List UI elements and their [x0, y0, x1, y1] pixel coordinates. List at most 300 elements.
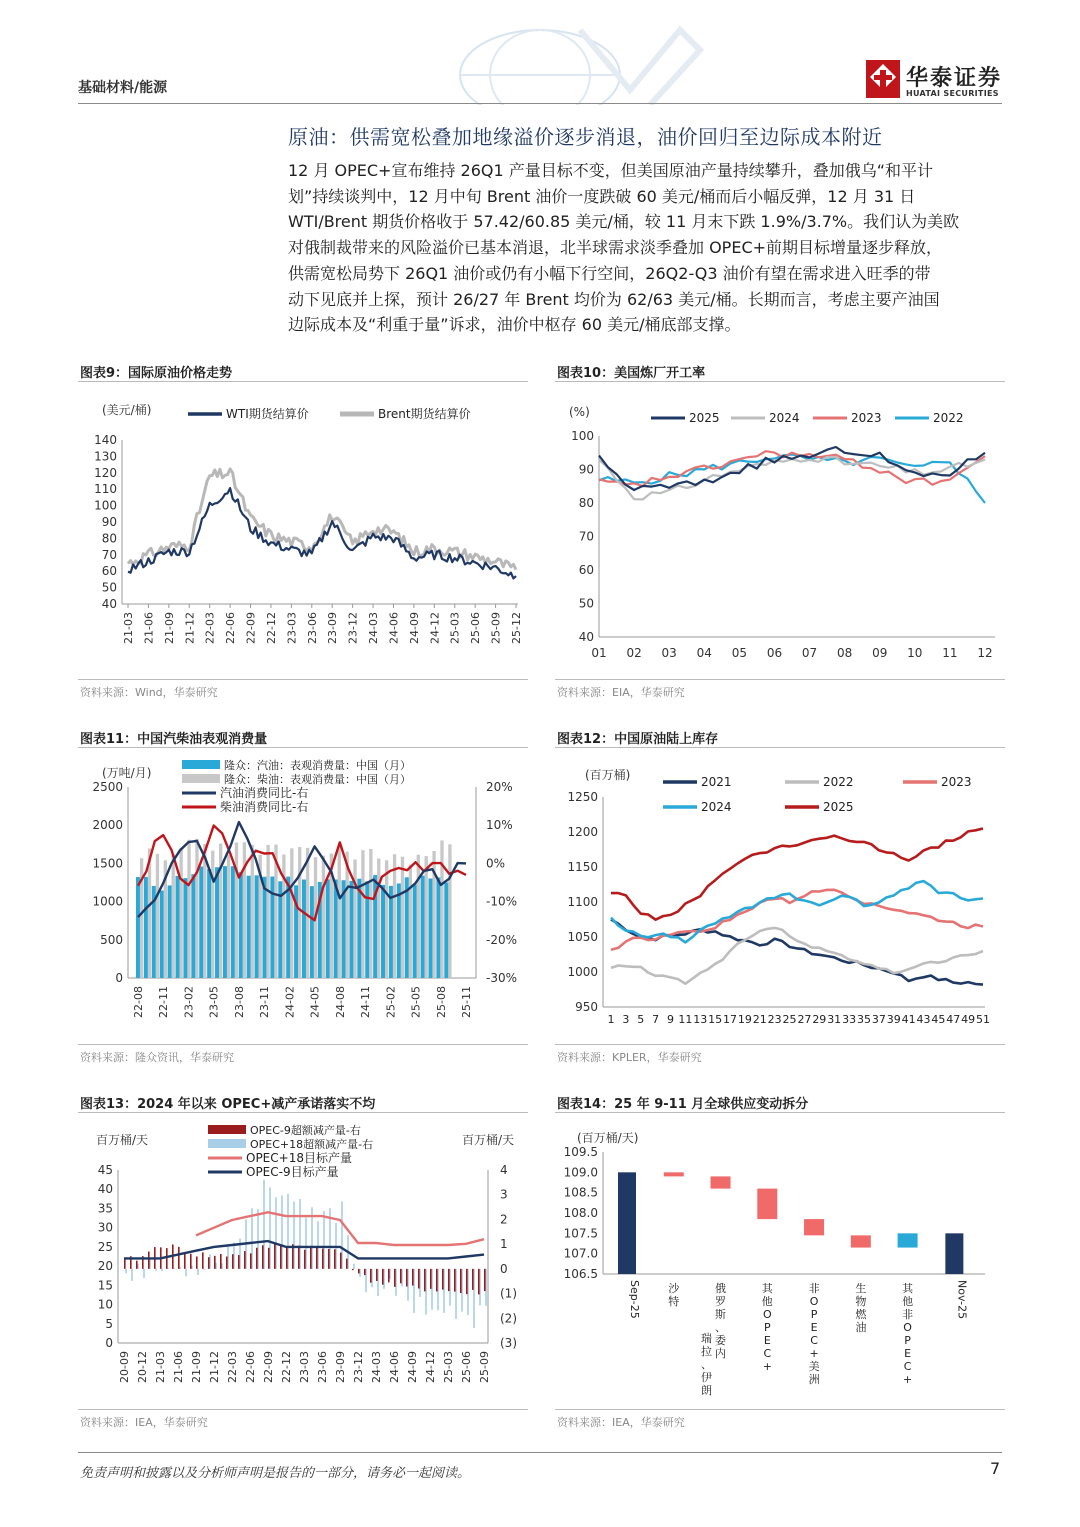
- chart-title-rule: [555, 381, 1005, 382]
- y2-tick-label: 4: [500, 1163, 508, 1177]
- gasoline-bar: [413, 884, 417, 978]
- x-tick-label: [668, 1281, 680, 1308]
- y-tick-label: 30: [97, 1220, 113, 1235]
- x-tick-label: 27: [797, 1013, 812, 1026]
- opec18-bar: [203, 1269, 205, 1270]
- gasoline-bar: [191, 874, 195, 978]
- opec9-bar: [178, 1247, 180, 1269]
- x-tick-label: 25-03: [448, 612, 462, 644]
- opec9-bar: [322, 1249, 324, 1269]
- legend-label: 2024: [769, 411, 800, 425]
- opec9-bar: [352, 1269, 354, 1270]
- footer-divider: [78, 1452, 1002, 1453]
- section-label: 基础材料/能源: [78, 80, 168, 96]
- footer-disclaimer: 免责声明和披露以及分析师声明是报告的一部分，请务必一起阅读。: [80, 1466, 471, 1481]
- y2-tick-label: -30%: [486, 971, 518, 985]
- legend-label: OPEC+18超额减产量-右: [250, 1138, 374, 1151]
- y2-tick-label: 0%: [486, 856, 506, 871]
- x-tick-label: 23-06: [316, 1351, 329, 1383]
- y-tick-label: 106.5: [563, 1267, 598, 1281]
- diesel-bar: [448, 844, 451, 978]
- legend-label: 2023: [851, 411, 882, 425]
- x-tick-char: 生: [855, 1282, 867, 1295]
- x-tick-label: 1: [607, 1013, 615, 1026]
- x-tick-char: 罗: [715, 1295, 727, 1308]
- gasoline-bar: [365, 881, 369, 978]
- diesel-bar: [409, 865, 412, 978]
- diesel-bar: [353, 860, 356, 978]
- opec9-bar: [436, 1269, 438, 1292]
- waterfall-bar: [618, 1172, 636, 1274]
- x-tick-char: C: [903, 1360, 912, 1373]
- y2-tick-label: 0: [500, 1261, 508, 1276]
- legend-label: 2021: [701, 775, 732, 789]
- legend-label: WTI期货结算价: [226, 407, 309, 421]
- opec9-bar: [280, 1246, 282, 1269]
- y-tick-label: 1050: [567, 930, 598, 944]
- paragraph-line: 动下见底并上探，预计 26/27 年 Brent 均价为 62/63 美元/桶。长期而言，考虑主要产油国: [288, 289, 940, 309]
- chart14-title: 图表14：25 年 9-11 月全球供应变动拆分: [557, 1097, 809, 1112]
- chart13-title: 图表13：2024 年以来 OPEC+减产承诺落实不均: [80, 1097, 376, 1112]
- x-tick-label: 20-12: [136, 1351, 149, 1383]
- y-tick-label: 1100: [567, 895, 598, 909]
- gasoline-bar: [421, 876, 425, 978]
- opec9-bar: [412, 1269, 414, 1286]
- y2-tick-label: -10%: [486, 894, 518, 909]
- x-tick-label: 23-09: [334, 1351, 347, 1383]
- diesel-bar: [298, 847, 301, 978]
- legend-label: 2022: [933, 411, 964, 425]
- gasoline-bar: [183, 878, 187, 978]
- gasoline-bar: [160, 891, 164, 978]
- x-tick-label: 20-09: [118, 1351, 131, 1383]
- x-tick-label: 04: [696, 646, 712, 660]
- chart10-refinery-utilization: [555, 392, 1005, 677]
- x-tick-label: 47: [946, 1013, 961, 1026]
- diesel-bar: [156, 854, 159, 978]
- legend-label: 隆众：柴油：表观消费量：中国（月）: [224, 773, 411, 786]
- x-tick-char: 他: [761, 1295, 773, 1308]
- diesel-bar: [440, 840, 443, 978]
- x-tick-char: 拉: [701, 1345, 713, 1358]
- x-tick-char: +: [809, 1347, 819, 1360]
- chart13-source: 资料来源：IEA，华泰研究: [80, 1416, 208, 1429]
- diesel-bar: [251, 845, 254, 978]
- y2-tick-label: -20%: [486, 932, 518, 947]
- gasoline-bar: [199, 867, 203, 978]
- diesel-bar: [195, 839, 198, 978]
- legend-label: OPEC-9目标产量: [246, 1165, 339, 1179]
- paragraph-line: 划”持续谈判中，12 月中旬 Brent 油价一度跌破 60 美元/桶而后小幅反弹，12 月 31 日: [288, 186, 916, 206]
- y2-tick-label: (3): [500, 1336, 517, 1350]
- series-line: [611, 881, 983, 942]
- chart10-title: 图表10：美国炼厂开工率: [557, 366, 706, 381]
- x-tick-char: 瑞: [701, 1332, 713, 1345]
- chart12-title: 图表12：中国原油陆上库存: [557, 732, 719, 747]
- y-tick-label: 1150: [567, 860, 598, 874]
- y-tick-label: 100: [571, 429, 594, 443]
- chart-source-rule: [555, 1409, 1005, 1410]
- x-tick-char: 其: [761, 1282, 773, 1295]
- opec9-bar: [226, 1256, 228, 1268]
- x-tick-label: 45: [931, 1013, 946, 1026]
- x-tick-label: 21-03: [122, 612, 135, 644]
- x-tick-char: 伊: [701, 1371, 713, 1384]
- opec18-bar: [143, 1269, 145, 1278]
- paragraph-line: 12 月 OPEC+宣布维持 26Q1 产量目标不变，但美国原油产量持续攀升，叠加俄乌“和平计: [288, 161, 934, 180]
- chart-title-rule: [78, 1112, 528, 1113]
- x-tick-label: Nov-25: [955, 1280, 969, 1320]
- x-tick-label: 23-08: [232, 986, 246, 1018]
- y-axis-title: (%): [569, 405, 590, 419]
- x-tick-label: 22-11: [157, 986, 171, 1018]
- opec9-bar: [238, 1255, 240, 1269]
- x-tick-label: 37: [871, 1013, 886, 1026]
- huatai-logo-icon: [866, 60, 900, 98]
- waterfall-bar: [898, 1233, 918, 1247]
- x-tick-label: [902, 1282, 914, 1386]
- x-tick-char: 、: [715, 1321, 727, 1334]
- opec9-bar: [418, 1269, 420, 1289]
- y-tick-label: 40: [578, 630, 594, 644]
- header-globe-watermark: [430, 20, 730, 105]
- y-tick-label: 108.5: [563, 1185, 598, 1200]
- x-tick-char: +: [902, 1373, 913, 1386]
- y-axis-title: (百万桶): [585, 768, 631, 782]
- chart-title-rule: [555, 747, 1005, 748]
- x-tick-label: 49: [961, 1013, 976, 1026]
- x-tick-char: 朗: [701, 1384, 713, 1397]
- x-tick-char: 俄: [715, 1282, 727, 1295]
- opec9-bar: [304, 1250, 306, 1269]
- opec9-bar: [454, 1269, 456, 1292]
- x-tick-char: 、: [701, 1358, 713, 1371]
- x-tick-label: 22-03: [226, 1351, 239, 1383]
- diesel-bar: [306, 848, 309, 978]
- brand-name-en: HUATAI SECURITIES: [906, 89, 999, 98]
- paragraph-line: 供需宽松局势下 26Q1 油价或仍有小幅下行空间，26Q2-Q3 油价有望在需求进入旺季的带: [288, 263, 931, 283]
- x-tick-label: [855, 1281, 867, 1334]
- diesel-bar: [401, 857, 404, 978]
- waterfall-bar: [804, 1219, 824, 1235]
- y-tick-label: 950: [575, 1000, 598, 1014]
- opec9-bar: [274, 1244, 276, 1269]
- legend-label: 2022: [823, 775, 854, 789]
- opec9-bar: [406, 1269, 408, 1287]
- x-tick-label: 22-08: [132, 986, 145, 1018]
- x-tick-label: 21-12: [208, 1351, 221, 1383]
- x-tick-label: 25-12: [510, 612, 523, 644]
- x-tick-label: 23-03: [285, 612, 299, 644]
- x-tick-label: 5: [637, 1013, 645, 1026]
- x-tick-label: 15: [708, 1013, 723, 1026]
- diesel-bar: [338, 846, 341, 978]
- chart9-title: 图表9：国际原油价格走势: [80, 366, 233, 381]
- x-tick-label: 24-03: [367, 612, 381, 644]
- x-tick-label: 24-08: [333, 986, 347, 1018]
- chart-title-rule: [78, 381, 528, 382]
- gasoline-bar: [231, 866, 235, 978]
- series-line: [611, 920, 983, 985]
- gasoline-bar: [436, 877, 440, 978]
- opec9-bar: [196, 1256, 198, 1268]
- y-tick-label: 1000: [567, 965, 598, 979]
- y-tick-label: 1500: [92, 856, 123, 871]
- x-tick-label: 25-03: [442, 1351, 455, 1383]
- opec18-bar: [131, 1269, 133, 1281]
- x-tick-label: 23-09: [326, 612, 340, 644]
- x-tick-label: 3: [622, 1013, 630, 1026]
- opec9-bar: [472, 1269, 474, 1290]
- opec9-bar: [346, 1259, 348, 1269]
- legend-swatch: [208, 1139, 246, 1148]
- gasoline-bar: [349, 881, 353, 978]
- y-tick-label: 500: [100, 932, 123, 947]
- x-tick-label: 24-09: [407, 612, 421, 644]
- x-tick-label: 24-02: [283, 986, 297, 1018]
- diesel-bar: [361, 850, 364, 978]
- x-tick-label: 22-03: [203, 612, 217, 644]
- chart12-source: 资料来源：KPLER，华泰研究: [557, 1051, 702, 1064]
- x-tick-char: 内: [715, 1347, 727, 1360]
- y2-tick-label: (2): [500, 1311, 517, 1326]
- x-tick-label: 35: [856, 1013, 871, 1026]
- x-tick-label: 25: [782, 1013, 797, 1026]
- gasoline-bar: [381, 885, 385, 978]
- x-tick-label: 23: [767, 1013, 782, 1026]
- x-tick-label: 06: [766, 646, 783, 660]
- opec18-bar: [161, 1269, 163, 1271]
- y-axis-title: (百万桶/天): [577, 1131, 639, 1145]
- x-tick-char: C: [810, 1334, 818, 1347]
- opec9-bar: [250, 1253, 252, 1269]
- waterfall-bar: [945, 1233, 963, 1274]
- chart-source-rule: [555, 679, 1005, 680]
- x-tick-char: 其: [902, 1282, 914, 1295]
- y-tick-label: 90: [578, 462, 594, 477]
- chart9-oil-price: [78, 392, 528, 677]
- y-tick-label: 0: [105, 1336, 113, 1350]
- legend-label: Brent期货结算价: [378, 407, 471, 421]
- x-tick-label: 21: [752, 1013, 767, 1026]
- x-tick-label: 12: [977, 646, 993, 660]
- gasoline-bar: [136, 877, 140, 978]
- gasoline-bar: [302, 879, 306, 978]
- chart14-supply-breakdown: [555, 1120, 1005, 1407]
- y2-tick-label: 1: [500, 1237, 508, 1252]
- gasoline-bar: [239, 872, 243, 978]
- opec9-bar: [214, 1256, 216, 1269]
- y2-axis-title: 百万桶/天: [462, 1133, 515, 1147]
- opec9-bar: [208, 1257, 210, 1269]
- x-tick-label: 19: [737, 1013, 752, 1026]
- y-tick-label: 1000: [92, 894, 123, 909]
- x-tick-label: 24-12: [424, 1351, 437, 1383]
- diesel-bar: [282, 855, 285, 978]
- y-tick-label: 108.0: [563, 1206, 598, 1220]
- x-tick-label: [701, 1281, 726, 1397]
- gasoline-bar: [223, 866, 227, 978]
- diesel-bar: [227, 855, 230, 978]
- legend-swatch: [182, 760, 220, 769]
- y-tick-label: 2500: [92, 780, 123, 794]
- opec9-bar: [316, 1246, 318, 1268]
- opec9-bar: [184, 1254, 186, 1269]
- x-tick-char: 沙: [668, 1282, 680, 1295]
- gasoline-bar: [444, 883, 448, 979]
- diesel-bar: [203, 844, 206, 978]
- y-tick-label: 130: [94, 449, 117, 464]
- series-line: [611, 829, 983, 920]
- waterfall-bar: [757, 1189, 777, 1220]
- opec9-bar: [484, 1269, 486, 1291]
- gasoline-bar: [168, 885, 172, 978]
- x-tick-char: P: [763, 1321, 771, 1334]
- x-tick-label: 24-05: [308, 986, 322, 1018]
- gasoline-bar: [310, 886, 314, 978]
- y-tick-label: 15: [97, 1278, 113, 1293]
- gasoline-bar: [176, 876, 180, 978]
- y2-tick-label: (1): [500, 1286, 517, 1301]
- y2-tick-label: 2: [500, 1212, 508, 1227]
- legend-label: OPEC-9超额减产量-右: [250, 1124, 361, 1137]
- x-tick-label: 25-08: [434, 986, 448, 1018]
- body-paragraph: [288, 158, 1000, 338]
- x-tick-char: C: [763, 1347, 772, 1360]
- x-tick-label: 17: [723, 1013, 738, 1026]
- x-tick-label: 22-12: [264, 612, 278, 644]
- gasoline-bar: [397, 883, 401, 978]
- x-tick-char: E: [904, 1347, 912, 1360]
- opec9-bar: [262, 1245, 264, 1269]
- opec9-bar: [220, 1254, 222, 1269]
- x-tick-label: [809, 1281, 820, 1386]
- gasoline-bar: [428, 878, 432, 978]
- x-tick-label: 23-03: [298, 1351, 311, 1383]
- y-tick-label: 110: [94, 482, 117, 497]
- y-tick-label: 5: [105, 1316, 113, 1331]
- diesel-bar: [377, 859, 380, 978]
- opec9-bar: [430, 1269, 432, 1289]
- x-tick-label: 21-03: [154, 1351, 167, 1383]
- x-tick-char: 燃: [855, 1308, 867, 1321]
- opec9-bar: [382, 1269, 384, 1285]
- x-tick-label: 22-06: [224, 612, 238, 644]
- chart-source-rule: [78, 1044, 528, 1045]
- x-tick-label: 22-09: [262, 1351, 275, 1383]
- chart13-opec-cuts: [78, 1120, 528, 1407]
- diesel-bar: [211, 851, 214, 978]
- opec9-bar: [394, 1269, 396, 1287]
- x-tick-label: 25-09: [489, 612, 503, 644]
- y-tick-label: 45: [97, 1163, 113, 1177]
- y-tick-label: 107.5: [563, 1226, 598, 1241]
- x-tick-label: 24-11: [359, 986, 373, 1018]
- x-tick-label: 25-05: [409, 986, 423, 1018]
- opec9-bar: [328, 1249, 330, 1269]
- x-tick-label: 13: [693, 1013, 708, 1026]
- y-tick-label: 80: [578, 496, 594, 510]
- x-tick-label: 21-09: [190, 1351, 203, 1383]
- diesel-bar: [369, 849, 372, 978]
- legend-label: 2025: [823, 800, 854, 814]
- chart-title-rule: [555, 1112, 1005, 1113]
- x-tick-label: 43: [916, 1013, 931, 1026]
- x-tick-label: Sep-25: [628, 1280, 641, 1319]
- opec9-bar: [310, 1246, 312, 1269]
- x-tick-label: 21-12: [183, 612, 197, 644]
- diesel-bar: [243, 842, 246, 978]
- diesel-bar: [235, 842, 238, 978]
- opec9-bar: [448, 1269, 450, 1291]
- opec9-bar: [190, 1254, 192, 1269]
- x-tick-label: 02: [626, 646, 642, 660]
- legend-label: 汽油消费同比-右: [220, 786, 309, 800]
- y-tick-label: 20: [97, 1259, 113, 1274]
- chart10-source: 资料来源：EIA，华泰研究: [557, 686, 685, 699]
- x-tick-char: O: [809, 1295, 819, 1308]
- opec18-bar: [125, 1269, 127, 1273]
- chart-source-rule: [78, 679, 528, 680]
- header-divider: [78, 103, 1002, 104]
- x-tick-label: 08: [836, 646, 853, 660]
- gasoline-bar: [326, 879, 330, 978]
- x-tick-char: O: [903, 1321, 912, 1334]
- y-tick-label: 107.0: [563, 1246, 598, 1261]
- x-tick-label: 25-06: [460, 1351, 473, 1383]
- gasoline-bar: [255, 875, 259, 978]
- y-tick-label: 60: [101, 564, 117, 579]
- y-tick-label: 40: [97, 1182, 113, 1197]
- chart11-source: 资料来源：隆众资讯，华泰研究: [80, 1051, 234, 1064]
- page-number: 7: [990, 1459, 1001, 1478]
- opec9-bar: [334, 1249, 336, 1269]
- x-tick-label: 9: [667, 1013, 675, 1026]
- x-tick-char: 委: [715, 1334, 727, 1347]
- chart11-title: 图表11：中国汽柴油表观消费量: [80, 732, 268, 747]
- opec9-bar: [202, 1252, 204, 1269]
- x-tick-label: 7: [652, 1013, 660, 1026]
- x-tick-label: 23-05: [207, 986, 221, 1018]
- x-tick-label: 07: [801, 646, 818, 660]
- x-tick-char: P: [810, 1308, 818, 1321]
- x-tick-label: 23-02: [182, 986, 196, 1018]
- x-tick-label: 29: [812, 1013, 827, 1026]
- x-tick-label: 11: [942, 646, 958, 660]
- gasoline-bar: [334, 880, 338, 978]
- x-tick-label: 25-09: [478, 1351, 491, 1383]
- y-tick-label: 35: [97, 1201, 113, 1216]
- y-tick-label: 1250: [567, 790, 598, 804]
- y-axis-title: (美元/桶): [102, 403, 152, 417]
- x-tick-label: 10: [907, 646, 923, 660]
- opec18-bar: [185, 1269, 187, 1277]
- diesel-bar: [179, 848, 182, 978]
- x-tick-char: 他: [902, 1295, 914, 1308]
- paragraph-line: 对俄制裁带来的风险溢价已基本消退，北半球需求淡季叠加 OPEC+前期目标增量逐步释放，: [288, 238, 943, 258]
- opec9-bar: [268, 1248, 270, 1269]
- y2-tick-label: 3: [500, 1187, 508, 1202]
- x-tick-char: +: [762, 1360, 772, 1373]
- y2-tick-label: 10%: [486, 818, 513, 833]
- x-tick-char: 特: [668, 1295, 680, 1308]
- opec9-bar: [442, 1269, 444, 1290]
- chart-title-rule: [78, 747, 528, 748]
- opec18-bar: [155, 1269, 157, 1271]
- opec9-bar: [424, 1269, 426, 1292]
- opec9-bar: [358, 1269, 360, 1274]
- y-tick-label: 50: [578, 596, 594, 611]
